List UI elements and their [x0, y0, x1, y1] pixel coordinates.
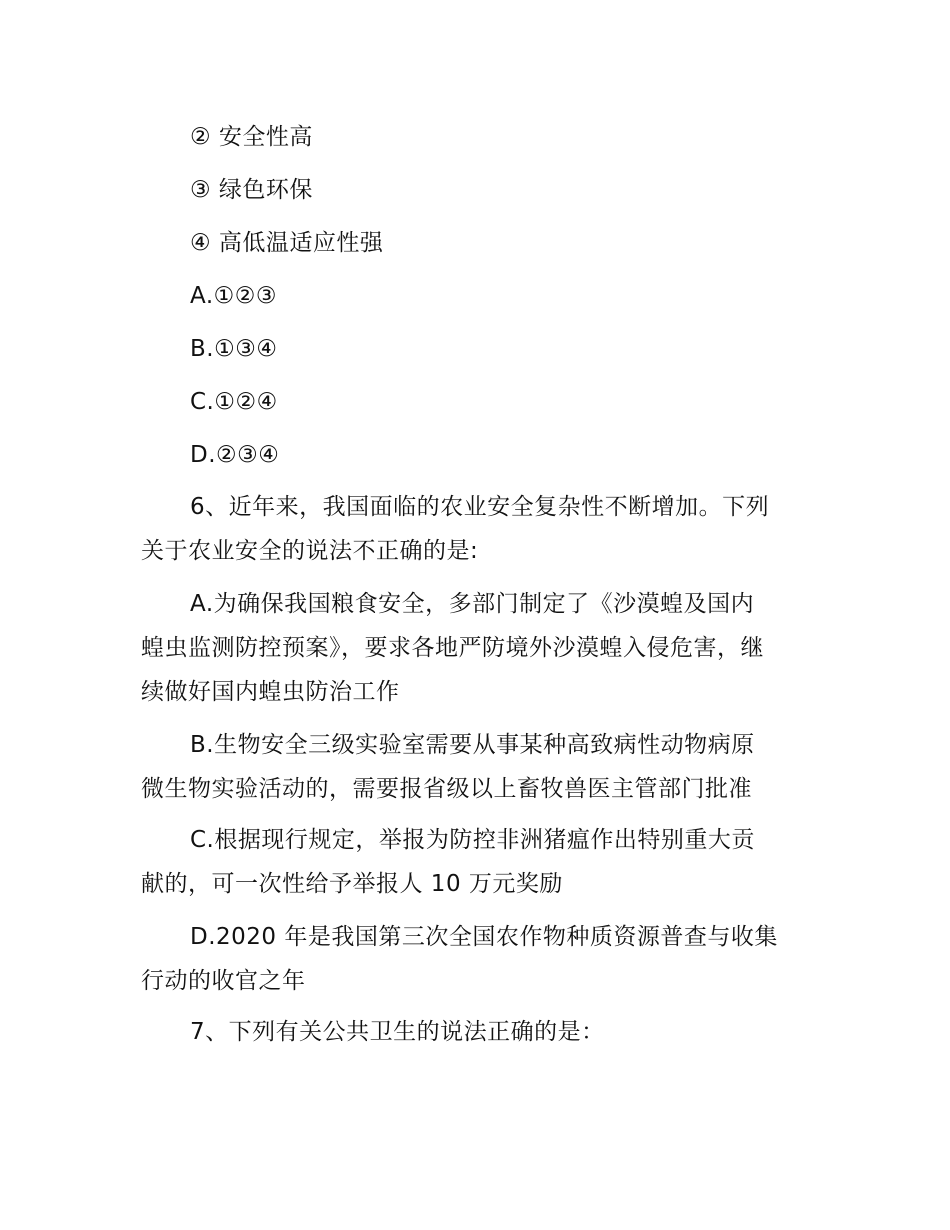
- q6-stem-line-2: 关于农业安全的说法不正确的是:: [141, 538, 479, 564]
- option-a: A.①②③: [190, 283, 277, 309]
- option-d: D.②③④: [190, 442, 280, 468]
- q6-stem-line-1: 6、近年来，我国面临的农业安全复杂性不断增加。下列: [190, 494, 770, 520]
- q6-option-c-line-2: 献的，可一次性给予举报人 10 万元奖励: [141, 871, 563, 897]
- item-3: ③ 绿色环保: [190, 177, 313, 203]
- option-c: C.①②④: [190, 389, 278, 415]
- q6-option-a-line-3: 续做好国内蝗虫防治工作: [141, 679, 400, 705]
- item-4: ④ 高低温适应性强: [190, 230, 384, 256]
- q6-option-d-line-1: D.2020 年是我国第三次全国农作物种质资源普查与收集: [190, 924, 778, 950]
- q7-stem: 7、下列有关公共卫生的说法正确的是：: [190, 1019, 605, 1045]
- q6-option-d-line-2: 行动的收官之年: [141, 968, 306, 994]
- q6-option-c-line-1: C.根据现行规定，举报为防控非洲猪瘟作出特别重大贡: [190, 827, 755, 853]
- q6-option-a-line-1: A.为确保我国粮食安全，多部门制定了《沙漠蝗及国内: [190, 591, 755, 617]
- q6-option-b-line-2: 微生物实验活动的，需要报省级以上畜牧兽医主管部门批准: [141, 776, 752, 802]
- option-b: B.①③④: [190, 336, 278, 362]
- q6-option-b-line-1: B.生物安全三级实验室需要从事某种高致病性动物病原: [190, 732, 755, 758]
- item-2: ② 安全性高: [190, 124, 313, 150]
- q6-option-a-line-2: 蝗虫监测防控预案》，要求各地严防境外沙漠蝗入侵危害，继: [141, 635, 764, 661]
